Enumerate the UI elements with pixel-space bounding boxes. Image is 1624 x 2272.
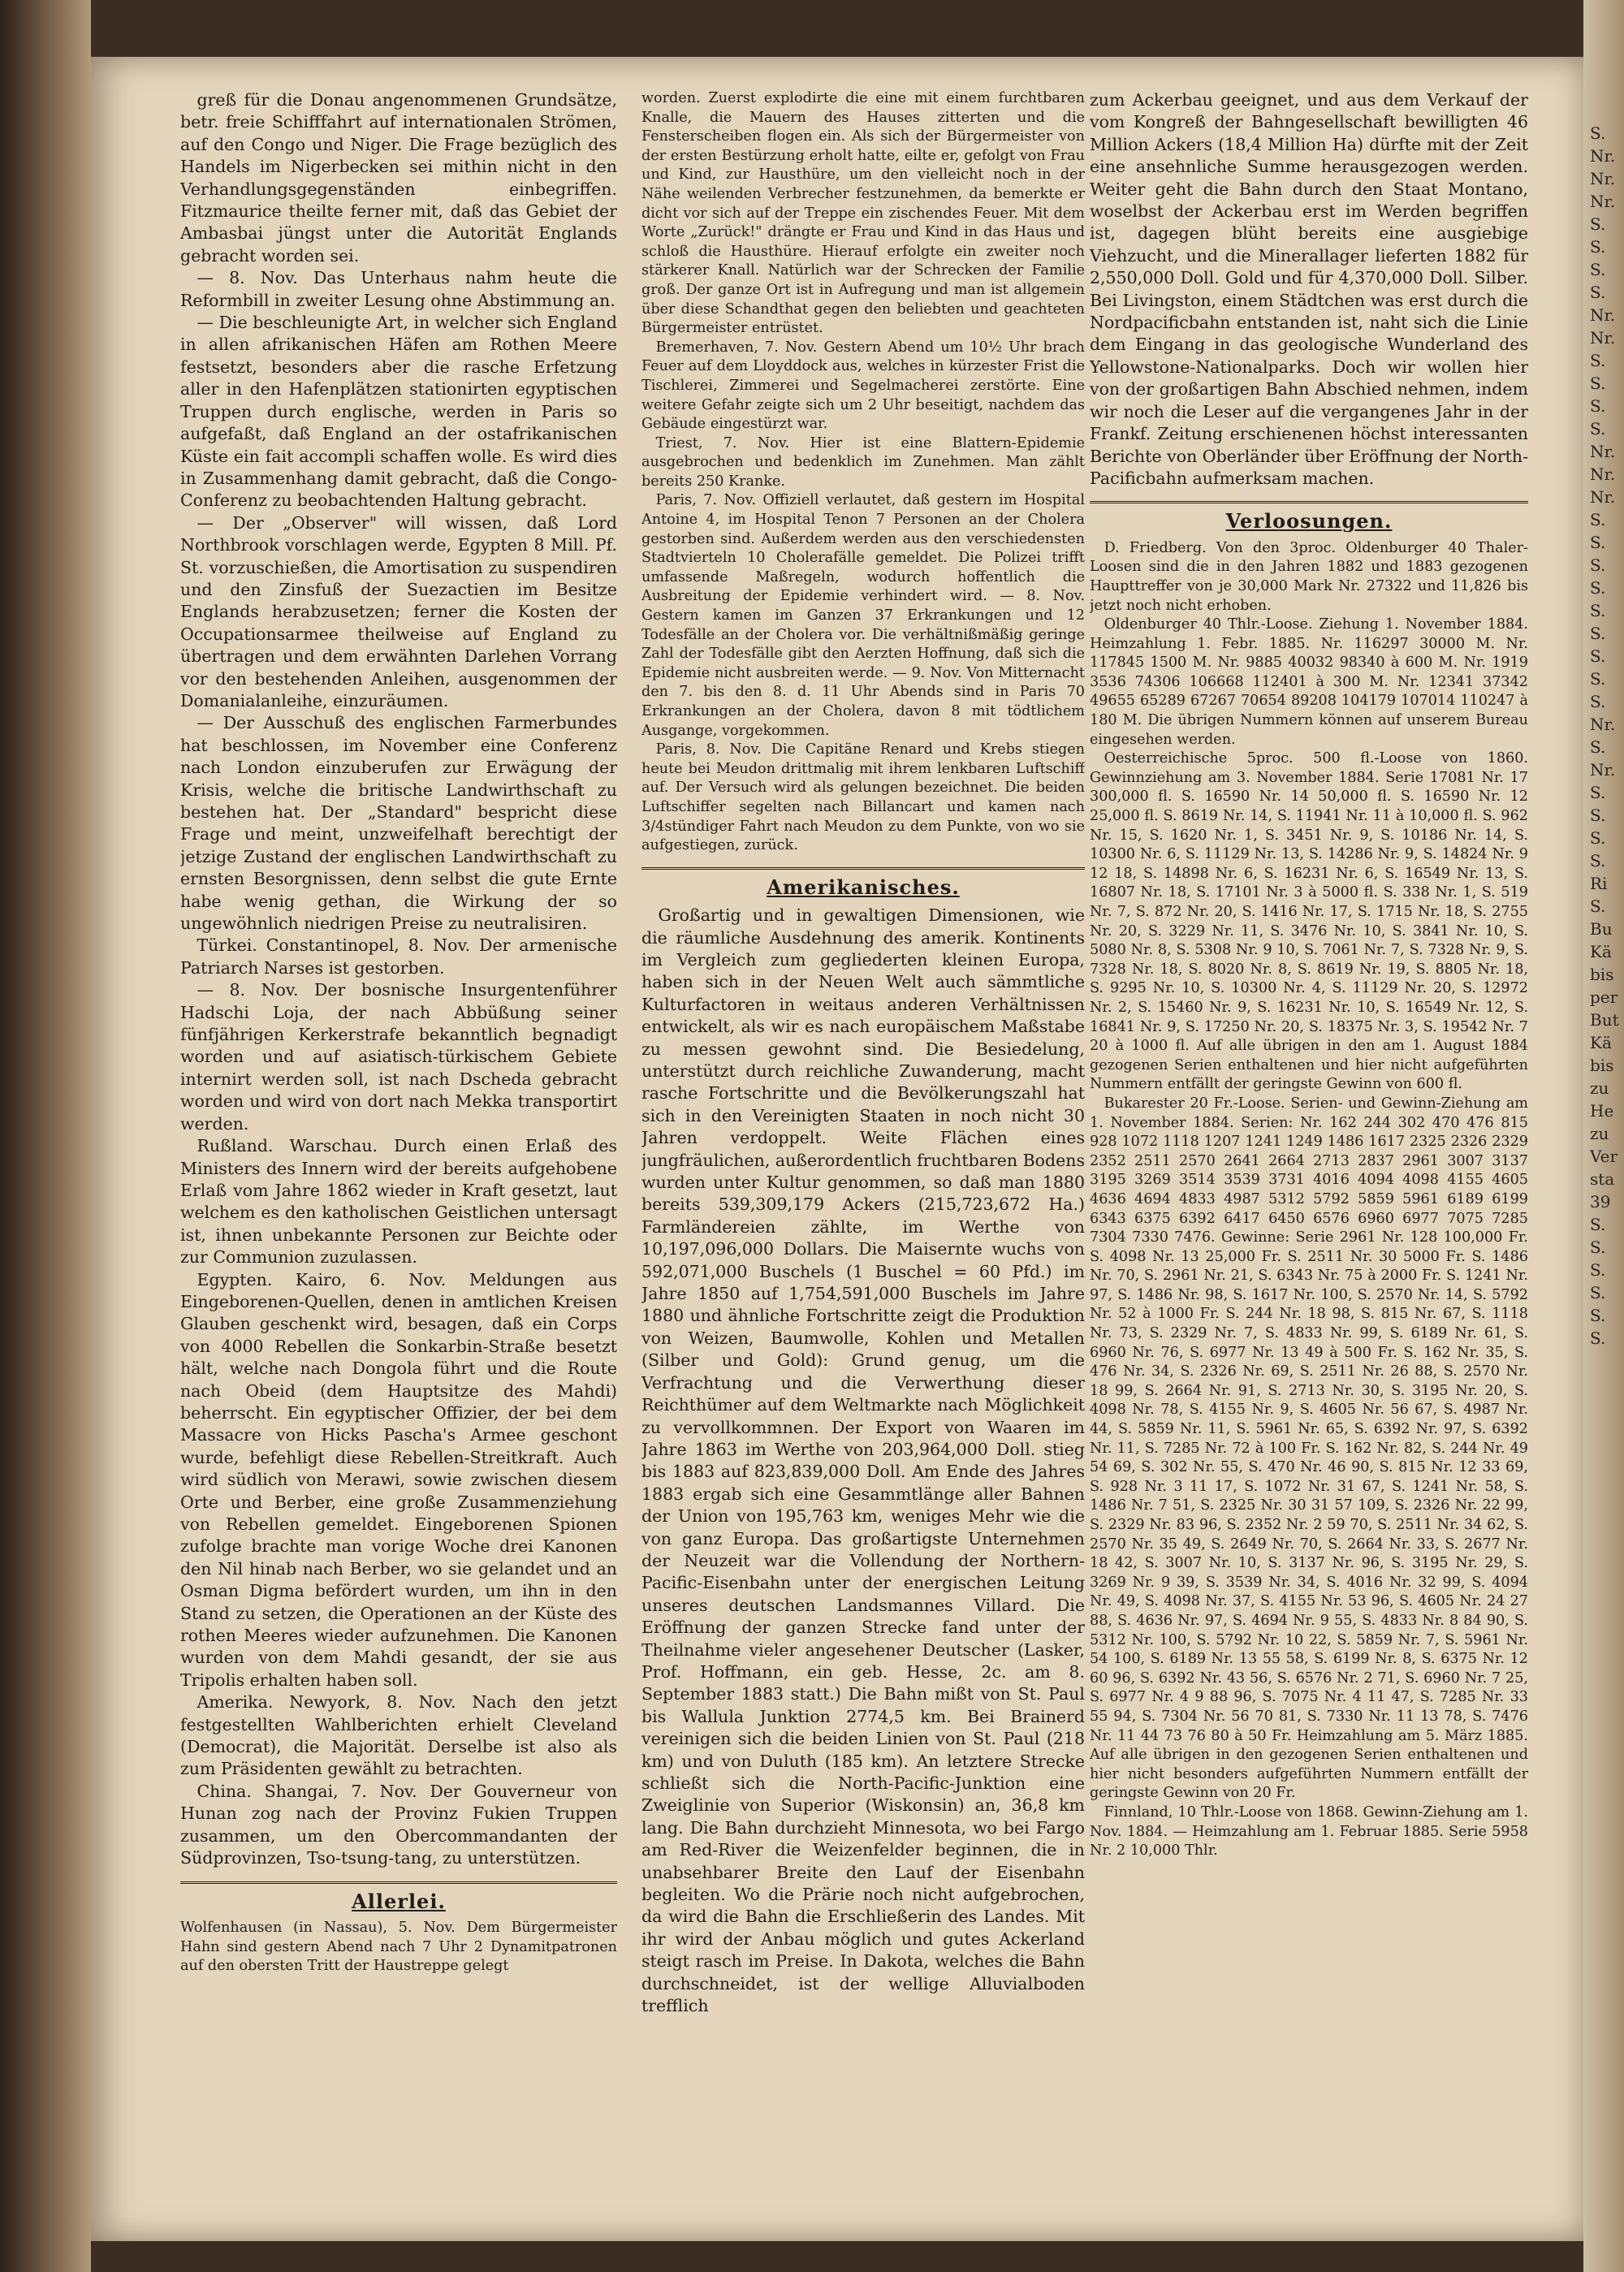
edge-fragment: Nr. (1590, 464, 1616, 484)
news-paragraph: — Der „Observer" will wissen, daß Lord Northbrook vorschlagen werde, Egypten 8 Mill. Pf. St. vorzuschießen, die Amortisation zu suspendiren und den Zinsfuß der Suezactien im Besitze Englands herabzusetzen; ferner die Kosten der Occupationsarmee theilweise auf England zu übertragen und dem erwähnten Darlehen Vorrang vor den bestehenden Anleihen, ausgenommen der Domanialanleihe, einzuräumen. (180, 512, 617, 711)
news-paragraph: — Der Ausschuß des englischen Farmerbundes hat beschlossen, im November eine Conferenz nach London einzuberufen zur Erwägung der Krisis, welche die britische Landwirthschaft zu bestehen hat. Der „Standard" bespricht diese Frage und meint, unzweifelhaft berechtigt der jetzige Zustand der englischen Landwirthschaft zu ernsten Besorgnissen, denn selbst die gute Ernte habe wenig gethan, die Wirkung der so ungewöhnlich niedrigen Preise zu neutralisiren. (180, 713, 617, 934)
edge-fragment: But (1590, 1010, 1619, 1030)
edge-fragment: S. (1590, 533, 1606, 552)
edge-fragment: Nr. (1590, 487, 1616, 507)
edge-fragment: Ver (1590, 1147, 1618, 1166)
edge-fragment: Nr. (1590, 169, 1616, 188)
edge-fragment: S. (1590, 123, 1606, 143)
column-3 (1090, 89, 1528, 2225)
news-paragraph: Amerika. Newyork, 8. Nov. Nach den jetzt festgestellten Wahlberichten erhielt Cleveland (Democrat), die Majorität. Derselbe ist also als zum Präsidenten gewählt zu betrachten. (180, 1692, 617, 1779)
edge-fragment: Nr. (1590, 715, 1616, 734)
edge-fragment: Nr. (1590, 442, 1616, 461)
edge-fragment: bis (1590, 965, 1614, 984)
news-paragraph: Egypten. Kairo, 6. Nov. Meldungen aus Eingeborenen-Quellen, denen in amtlichen Kreisen Glauben geschenkt wird, besagen, daß ein Corps von 4000 Rebellen die Sonkarbin-Straße besetzt hält, welche nach Dongola führt und die Route nach Obeid (dem Hauptsitze des Mahdi) beherrscht. Ein egyptischer Offizier, der bei dem Massacre von Hicks Pascha's Armee geschont wurde, befehligt diese Rebellen-Streitkraft. Auch wird südlich von Merawi, sowie zwischen diesem Orte und Berber, eine große Zusammenziehung von Rebellen gemeldet. Eingeborenen Spionen zufolge brachte man vorige Woche drei Kanonen den Nil hinab nach Berber, wo sie gelandet und an Osman Digma befördert wurden, um ihn in den Stand zu setzen, die Operationen an der Küste des rothen Meeres wieder aufzunehmen. Die Kanonen wurden von dem Mahdi gesandt, der sie aus Tripolis erhalten haben soll. (180, 1269, 617, 1690)
edge-fragment: S. (1590, 237, 1606, 257)
edge-fragment: S. (1590, 624, 1606, 643)
book-spine (0, 0, 91, 2272)
edge-fragment: S. (1590, 1328, 1606, 1348)
edge-fragment: Kä (1590, 942, 1612, 961)
edge-fragment: S. (1590, 555, 1606, 575)
edge-fragment: S. (1590, 601, 1606, 620)
edge-fragment: Nr. (1590, 760, 1616, 780)
edge-fragment: S. (1590, 351, 1606, 370)
edge-fragment: Bu (1590, 919, 1613, 939)
edge-fragment: bis (1590, 1056, 1614, 1075)
edge-fragment: Nr. (1590, 192, 1616, 211)
edge-fragment: sta (1590, 1169, 1615, 1189)
edge-fragment: S. (1590, 283, 1606, 302)
edge-fragment: Nr. (1590, 328, 1616, 348)
edge-fragment: S. (1590, 419, 1606, 438)
article-paragraph: Großartig und in gewaltigen Dimensionen, wie die räumliche Ausdehnung des amerik. Kontinents im Vergleich zum gegliederten kleinen Europa, haben sich in der Neuen Welt auch sämmtliche Kulturfactoren in weitaus anderen Verhältnissen entwickelt, als wir es nach europäischem Maßstabe zu messen gewohnt sind. Die Besiedelung, unterstützt durch reichliche Zuwanderung, macht rasche Fortschritte und die Bevölkerungszahl hat sich in den Vereinigten Staaten in noch nicht 30 Jahren verdoppelt. Weite Flächen eines jungfräulichen, außerordentlich fruchtbaren Bodens wurden unter Kultur genommen, so daß man 1880 bereits 539,309,179 Ackers (215,723,672 Ha.) Farmländereien zählte, im Werthe von 10,197,096,000 Dollars. Die Maisernte wuchs von 592,071,000 Buschels (1 Buschel = 60 Pfd.) im Jahre 1850 auf 1,754,591,000 Buschels im Jahre 1880 und ähnliche Fortschritte zeigt die Produktion von Weizen, Baumwolle, Kohlen und Metallen (Silber und Gold): Grund genug, um die Verfrachtung und die Verwerthung dieser Reichthümer auf dem Weltmarkte nach Möglichkeit zu vervollkommnen. Der Export von Waaren im Jahre 1863 im Werthe von 203,964,000 Doll. stieg bis 1883 auf 823,839,000 Doll. Am Ende des Jahres 1883 ergab sich eine Gesammtlänge aller Bahnen der Union von 195,763 km, weniges Mehr wie die von ganz Europa. Das großartigste Unternehmen der Neuzeit war die Vollendung der Northern-Pacific-Eisenbahn unter der energischen Leitung unseres deutschen Landsmannes Villard. Die Eröffnung der ganzen Strecke fand unter der Theilnahme vieler angesehener Deutscher (Lasker, Prof. Hoffmann, ein geb. Hesse, 2c. am 8. September 1883 statt.) Die Bahn mißt von St. Paul bis Wallula Junktion 2774,5 km. Bei Brainerd vereinigen sich die beiden Linien von St. Paul (218 km) und von Duluth (185 km). An letztere Strecke schließt sich die North-Pacific-Junktion eine Zweiglinie von Superior (Wiskonsin) an, 36,8 km lang. Die Bahn durchzieht Minnesota, wo bei Fargo am Red-River die Weizenfelder beginnen, die in unabsehbarer Breite den Lauf der Eisenbahn begleiten. Wo die Prärie noch nicht aufgebrochen, da wird die Bahn die Erschließerin des Landes. Mit ihr wird der Anbau möglich und gutes Ackerland steigt rasch im Preise. In Dakota, welches die Bahn durchschneidet, ist der wellige Alluvialboden trefflich (641, 905, 1085, 2016)
edge-fragment: S. (1590, 260, 1606, 279)
railway-continuation: zum Ackerbau geeignet, und aus dem Verkauf der vom Kongreß der Bahngesellschaft bewilligten 46 Million Ackers (18,4 Million Ha) dürfte mit der Zeit eine ansehnliche Summe herausgezogen werden. Weiter geht die Bahn durch den Staat Montano, woselbst der Ackerbau erst im Werden begriffen ist, dagegen blüht bereits eine ausgiebige Viehzucht, und die Minerallager lieferten 1882 für 2,550,000 Doll. Gold und für 4,370,000 Doll. Silber. Bei Livingston, einem Städtchen was erst durch die Nordpacificbahn entstanden ist, naht sich die Linie dem Eingang in das geologische Wunderland des Yellowstone-Nationalparks. Doch wir wollen hier von der großartigen Bahn Abschied nehmen, indem wir noch die Leser auf die vergangenes Jahr in der Frankf. Zeitung erschienenen höchst interessanten Berichte von Oberländer über Eröffnung der North-Pacificbahn aufmerksam machen. (1090, 90, 1528, 488)
lottery-entry: Oesterreichische 5proc. 500 fl.-Loose von 1860. Gewinnziehung am 3. November 1884. Serie 17081 Nr. 17 300,000 fl. S. 16590 Nr. 14 50,000 fl. S. 16590 Nr. 12 25,000 fl. S. 8619 Nr. 14, S. 11941 Nr. 11 à 10,000 fl. S. 962 Nr. 15, S. 1620 Nr. 1, S. 3451 Nr. 9, S. 10186 Nr. 14, S. 10300 Nr. 6, S. 11129 Nr. 13, S. 14286 Nr. 9, S. 14824 Nr. 9 12 18, S. 14898 Nr. 6, S. 16231 Nr. 6, S. 16549 Nr. 13, S. 16807 Nr. 18, S. 17101 Nr. 3 à 5000 fl. S. 338 Nr. 1, S. 519 Nr. 7, S. 872 Nr. 20, S. 1416 Nr. 17, S. 1715 Nr. 18, S. 2755 Nr. 20, S. 3229 Nr. 11, S. 3476 Nr. 10, S. 3841 Nr. 10, S. 5080 Nr. 8, S. 5308 Nr. 9 10, S. 7061 Nr. 7, S. 7328 Nr. 9, S. 7328 Nr. 18, S. 8020 Nr. 8, S. 8619 Nr. 19, S. 8805 Nr. 18, S. 9295 Nr. 10, S. 10300 Nr. 4, S. 11129 Nr. 20, S. 12972 Nr. 2, S. 15460 Nr. 9, S. 16231 Nr. 10, S. 16549 Nr. 12, S. 16841 Nr. 9, S. 17250 Nr. 20, S. 18375 Nr. 3, S. 19542 Nr. 7 20 à 1000 fl. Auf alle übrigen in den am 1. August 1884 gezogenen Serien enthaltenen und hier nicht aufgeführten Nummern entfällt der geringste Gewinn von 600 fl. (1090, 750, 1528, 1093)
column-1 (180, 89, 617, 2225)
allerlei-text: Wolfenhausen (in Nassau), 5. Nov. Dem Bürgermeister Hahn sind gestern Abend nach 7 Uhr 2 Dynamitpatronen auf den obersten Tritt der Haustreppe gelegt (180, 1919, 617, 1975)
news-paragraph: — Die beschleunigte Art, in welcher sich England in allen afrikanischen Häfen am Rothen Meere festsetzt, besonders aber die rasche Erfetzung aller in den Hafenplätzen stationirten egyptischen Truppen durch englische, werden in Paris so aufgefaßt, daß England an der ostafrikanischen Küste ein fait accompli schaffen wolle. Es wird dies in Zusammenhang damit gebracht, daß die Congo-Conferenz zu beobachtenden Haltung gebracht. (180, 313, 617, 511)
edge-fragment: 39 (1590, 1192, 1611, 1212)
news-paragraph: greß für die Donau angenommenen Grundsätze, betr. freie Schifffahrt auf internationalen Strömen, auf den Congo und Niger. Die Frage bezüglich des Handels im Nigerbecken sei mithin nicht in den Verhandlungsgegenständen einbegriffen. Fitzmaurice theilte ferner mit, daß das Gebiet der Ambasbai jüngst unter die Autorität Englands gebracht worden sei. (180, 90, 617, 266)
edge-fragment: S. (1590, 737, 1606, 757)
edge-fragment: S. (1590, 1283, 1606, 1302)
news-item: Paris, 7. Nov. Offiziell verlautet, daß gestern im Hospital Antoine 4, im Hospital Tenon 7 Personen an der Cholera gestorben sind. Außerdem werden aus den verschiedensten Stadtvierteln 10 Cholerafälle gemeldet. Die Polizei trifft umfassende Maßregeln, wodurch hoffentlich die Ausbreitung der Epidemie verhindert wird. — 8. Nov. Gestern kamen im Ganzen 37 Erkrankungen und 12 Todesfälle an der Cholera vor. Die verhältnißmäßig geringe Zahl der Todesfälle gibt den Aerzten Hoffnung, daß sich die Epidemie nicht ausbreiten werde. — 9. Nov. Von Mitternacht den 7. bis den 8. d. 11 Uhr Abends sind in Paris 70 Erkrankungen an der Cholera, davon 8 mit tödtlichem Ausgange, vorgekommen. (641, 492, 1085, 739)
edge-fragment: S. (1590, 669, 1606, 689)
next-page-fragments (1590, 122, 1622, 2152)
edge-fragment: S. (1590, 1215, 1606, 1234)
edge-fragment: S. (1590, 646, 1606, 666)
amerikanisches-heading: Amerikanisches. (641, 867, 1085, 898)
edge-fragment: zu (1590, 1124, 1609, 1143)
edge-fragment: S. (1590, 851, 1606, 870)
edge-fragment: Kä (1590, 1033, 1612, 1052)
edge-fragment: S. (1590, 1260, 1606, 1280)
news-item: Paris, 8. Nov. Die Capitäne Renard und Krebs stiegen heute bei Meudon drittmalig mit ihrem lenkbaren Luftschiff auf. Der Versuch wird als gelungen bezeichnet. Die beiden Luftschiffer segelten nach Billancart und kamen nach 3/4stündiger Fahrt nach Meudon zu dem Punkte, von wo sie aufgestiegen, zurück. (641, 741, 1085, 854)
news-paragraph: — 8. Nov. Der bosnische Insurgentenführer Hadschi Loja, der nach Abbüßung seiner fünfjährigen Kerkerstrafe bekanntlich begnadigt worden und auf asiatisch-türkischem Gebiete internirt werden soll, ist nach Dscheda gebracht worden und wird von dort nach Mekka transportirt werden. (180, 980, 617, 1134)
edge-fragment: S. (1590, 1238, 1606, 1257)
edge-fragment: Nr. (1590, 305, 1616, 325)
edge-fragment: S. (1590, 828, 1606, 848)
edge-fragment: Ri (1590, 874, 1608, 893)
edge-fragment: S. (1590, 1306, 1606, 1325)
lottery-entry: Finnland, 10 Thlr.-Loose von 1868. Gewinn-Ziehung am 1. Nov. 1884. — Heimzahlung am 1. Februar 1885. Serie 5958 Nr. 2 10,000 Thlr. (1090, 1803, 1528, 1859)
edge-fragment: S. (1590, 374, 1606, 393)
edge-fragment: S. (1590, 396, 1606, 416)
edge-fragment: per (1590, 987, 1618, 1007)
verloosungen-heading: Verloosungen. (1090, 501, 1528, 532)
news-paragraph: China. Shangai, 7. Nov. Der Gouverneur von Hunan zog nach der Provinz Fukien Truppen zusammen, um den Obercommandanten der Südprovinzen, Tso-tsung-tang, zu unterstützen. (180, 1781, 617, 1868)
edge-fragment: S. (1590, 896, 1606, 916)
edge-fragment: He (1590, 1101, 1614, 1121)
edge-fragment: S. (1590, 510, 1606, 529)
allerlei-heading: Allerlei. (180, 1881, 617, 1912)
edge-fragment: zu (1590, 1078, 1609, 1098)
dynamite-report: worden. Zuerst explodirte die eine mit einem furchtbaren Knalle, die Mauern des Hauses zitterten und die Fensterscheiben flogen ein. Als sich der Bürgermeister von der ersten Bestürzung erholt hatte, eilte er, gefolgt von Frau und Kind, zur Hausthüre, um den vielleicht noch in der Nähe weilenden Verbrecher festzunehmen, da bemerkte er dicht vor sich auf der Treppe ein zischendes Feuer. Mit dem Worte „Zurück!" drängte er Frau und Kind in das Haus und schloß die Hausthüre. Hierauf erfolgte ein zweiter noch stärkerer Knall. Natürlich war der Schrecken der Familie groß. Der ganze Ort ist in Aufregung und man ist allgemein über diese Schandthat gegen den beliebten und geachteten Bürgermeister entrüstet. (641, 90, 1085, 337)
edge-fragment: S. (1590, 578, 1606, 598)
news-item: Bremerhaven, 7. Nov. Gestern Abend um 10½ Uhr brach Feuer auf dem Lloyddock aus, welches in kürzester Frist die Tischlerei, Zimmerei und Segelmacherei zerstörte. Eine weitere Gefahr zeigte sich um 2 Uhr beseitigt, nachdem das Gebäude eingestürzt war. (641, 339, 1085, 433)
news-paragraph: Rußland. Warschau. Durch einen Erlaß des Ministers des Innern wird der bereits aufgehobene Erlaß vom Jahre 1862 wieder in Kraft gesetzt, laut welchem es den katholischen Geistlichen untersagt ist, ihnen unbekannte Personen zur Beichte oder zur Communion zuzulassen. (180, 1136, 617, 1268)
news-item: Triest, 7. Nov. Hier ist eine Blattern-Epidemie ausgebrochen und bedenklich im Zunehmen. Man zählt bereits 250 Kranke. (641, 434, 1085, 490)
news-paragraph: — 8. Nov. Das Unterhaus nahm heute die Reformbill in zweiter Lesung ohne Abstimmung an. (180, 268, 617, 310)
lottery-entry: Bukarester 20 Fr.-Loose. Serien- und Gewinn-Ziehung am 1. November 1884. Serien: Nr. 162 244 302 470 476 815 928 1072 1118 1207 1241 1249 1486 1617 2325 2326 2329 2352 2511 2570 2641 2664 2713 2837 2961 3007 3137 3195 3269 3514 3539 3731 4016 4094 4098 4155 4605 4636 4694 4833 4987 5312 5792 5859 5961 6189 6199 6343 6375 6392 6417 6450 6576 6960 6977 7075 7285 7304 7330 7476. Gewinne: Serie 2961 Nr. 128 100,000 Fr. S. 4098 Nr. 13 25,000 Fr. S. 2511 Nr. 30 5000 Fr. S. 1486 Nr. 70, S. 2961 Nr. 21, S. 6343 Nr. 75 à 2000 Fr. S. 1241 Nr. 97, S. 1486 Nr. 98, S. 1617 Nr. 100, S. 2570 Nr. 14, S. 5792 Nr. 52 à 1000 Fr. S. 244 Nr. 18 98, S. 815 Nr. 67, S. 1118 Nr. 73, S. 2329 Nr. 7, S. 4833 Nr. 99, S. 6189 Nr. 61, S. 6960 Nr. 76, S. 6977 Nr. 13 49 à 500 Fr. S. 162 Nr. 35, S. 476 Nr. 34, S. 2326 Nr. 69, S. 2511 Nr. 26 88, S. 2570 Nr. 18 99, S. 2664 Nr. 91, S. 2713 Nr. 30, S. 3195 Nr. 20, S. 4098 Nr. 78, S. 4155 Nr. 9, S. 4605 Nr. 56 67, S. 4987 Nr. 44, S. 5859 Nr. 11, S. 5961 Nr. 65, S. 6392 Nr. 97, S. 6392 Nr. 11, S. 7285 Nr. 72 à 100 Fr. S. 162 Nr. 82, S. 244 Nr. 49 54 69, S. 302 Nr. 55, S. 470 Nr. 46 90, S. 815 Nr. 12 33 69, S. 928 Nr. 3 11 17, S. 1072 Nr. 31 67, S. 1241 Nr. 58, S. 1486 Nr. 7 51, S. 2325 Nr. 30 31 57 109, S. 2326 Nr. 22 99, S. 2329 Nr. 83 96, S. 2352 Nr. 2 59 70, S. 2511 Nr. 34 62, S. 2570 Nr. 35 49, S. 2649 Nr. 70, S. 2664 Nr. 33, S. 2677 Nr. 18 42, S. 3007 Nr. 10, S. 3137 Nr. 96, S. 3195 Nr. 29, S. 3269 Nr. 9 39, S. 3539 Nr. 34, S. 4016 Nr. 32 99, S. 4094 Nr. 49, S. 4098 Nr. 37, S. 4155 Nr. 53 96, S. 4605 Nr. 24 27 88, S. 4636 Nr. 97, S. 4694 Nr. 9 55, S. 4833 Nr. 8 84 90, S. 5312 Nr. 100, S. 5792 Nr. 10 22, S. 5859 Nr. 7, S. 5961 Nr. 54 100, S. 6189 Nr. 13 55 58, S. 6199 Nr. 8, S. 6375 Nr. 12 60 96, S. 6392 Nr. 43 56, S. 6576 Nr. 2 71, S. 6960 Nr. 7 25, S. 6977 Nr. 4 9 88 96, S. 7075 Nr. 4 11 47, S. 7285 Nr. 33 55 94, S. 7304 Nr. 56 70 81, S. 7330 Nr. 11 13 78, S. 7476 Nr. 11 44 73 76 80 à 50 Fr. Heimzahlung am 5. März 1885. Auf alle übrigen in den gezogenen Serien enthaltenen und hier nicht besonders aufgeführten Nummern entfällt der geringste Gewinn von 20 Fr. (1090, 1095, 1528, 1802)
lottery-entry: D. Friedberg. Von den 3proc. Oldenburger 40 Thaler-Loosen sind die in den Jahren 1882 und 1883 gezogenen Haupttreffer von je 30,000 Mark Nr. 27322 und 11,826 bis jetzt noch nicht erhoben. (1090, 539, 1528, 614)
edge-fragment: S. (1590, 214, 1606, 234)
edge-fragment: S. (1590, 806, 1606, 825)
column-2 (641, 89, 1085, 2225)
edge-fragment: S. (1590, 783, 1606, 802)
news-paragraph: Türkei. Constantinopel, 8. Nov. Der armenische Patriarch Narses ist gestorben. (180, 935, 617, 978)
lottery-entry: Oldenburger 40 Thlr.-Loose. Ziehung 1. November 1884. Heimzahlung 1. Febr. 1885. Nr. 116297 30000 M. Nr. 117845 1500 M. Nr. 9885 40032 98340 à 600 M. Nr. 1919 3536 74306 106668 112401 à 300 M. Nr. 12341 37342 49655 65289 67267 70654 89208 104179 107014 110247 à 180 M. Die übrigen Nummern können auf unserem Bureau eingesehen werden. (1090, 616, 1528, 748)
edge-fragment: S. (1590, 692, 1606, 711)
edge-fragment: Nr. (1590, 146, 1616, 166)
